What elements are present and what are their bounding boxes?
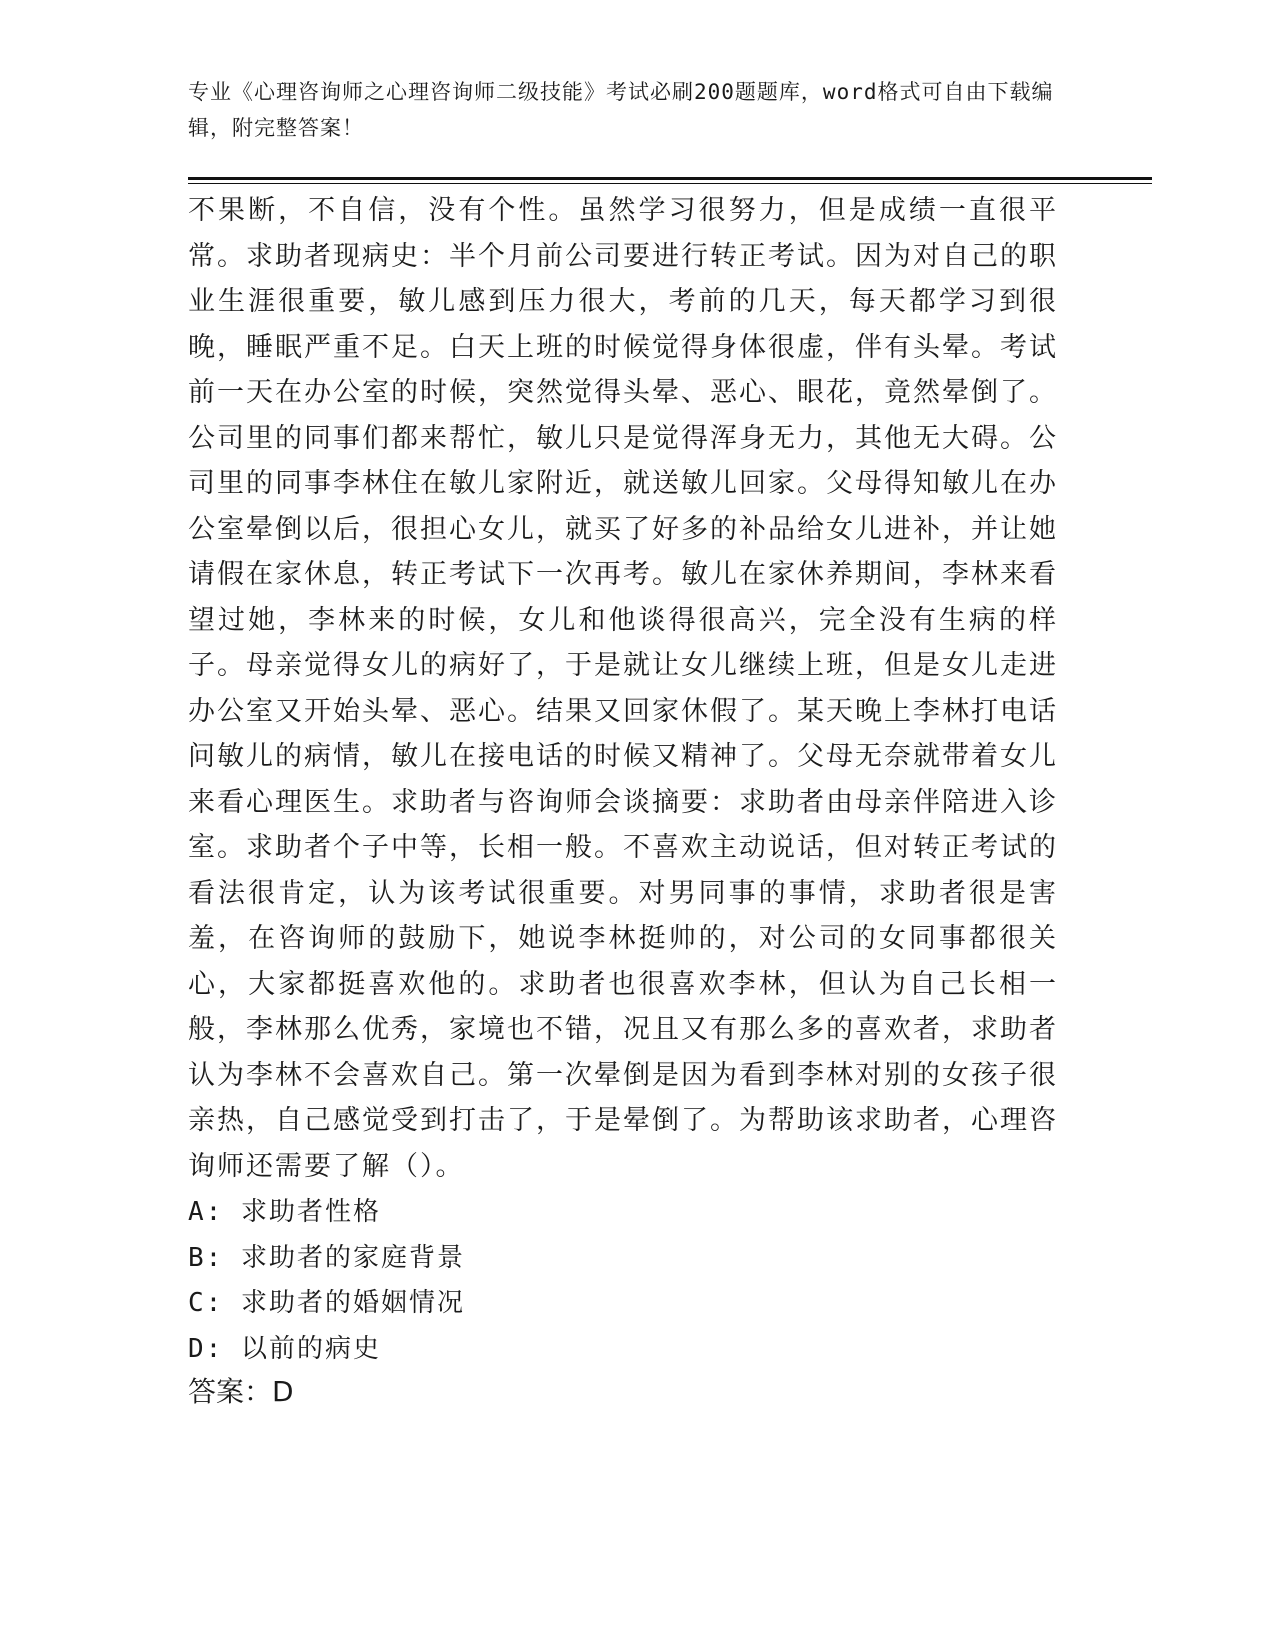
option-b: B: 求助者的家庭背景 [188,1242,465,1273]
question-text: 不果断，不自信，没有个性。虽然学习很努力，但是成绩一直很平常。求助者现病史：半个月前公司要进行转正考试。因为对自己的职业生涯很重要，敏儿感到压力很大，考前的几天，每天都学习到很晚，睡眠严重不足。白天上班的时候觉得身体很虚，伴有头晕。考试前一天在办公室的时候，突然觉得头晕、恶心、眼花，竟然晕倒了。公司里的同事们都来帮忙，敏儿只是觉得浑身无力，其他无大碍。公司里的同事李林住在敏儿家附近，就送敏儿回家。父母得知敏儿在办公室晕倒以后，很担心女儿，就买了好多的补品给女儿进补，并让她请假在家休息，转正考试下一次再考。敏儿在家休养期间，李林来看望过她，李林来的时候，女儿和他谈得很高兴，完全没有生病的样子。母亲觉得女儿的病好了，于是就让女儿继续上班，但是女儿走进办公室又开始头晕、恶心。结果又回家休假了。某天晚上李林打电话问敏儿的病情，敏儿在接电话的时候又精神了。父母无奈就带着女儿来看心理医生。求助者与咨询师会谈摘要：求助者由母亲伴陪进入诊室。求助者个子中等，长相一般。不喜欢主动说话，但对转正考试的看法很肯定，认为该考试很重要。对男同事的事情，求助者很是害羞，在咨询师的鼓励下，她说李林挺帅的，对公司的女同事都很关心，大家都挺喜欢他的。求助者也很喜欢李林，但认为自己长相一般，李林那么优秀，家境也不错，况且又有那么多的喜欢者，求助者认为李林不会喜欢自己。第一次晕倒是因为看到李林对别的女孩子很亲热，自己感觉受到打击了，于是晕倒了。为帮助该求助者，心理咨询师还需要了解（）。 [188,195,1058,1182]
header-title: 专业《心理咨询师之心理咨询师二级技能》考试必刷200题题库，word格式可自由下载编辑，附完整答案！ [188,80,1054,140]
options-list [188,1190,1058,1372]
header-divider-thin [188,183,1152,184]
option-a: A: 求助者性格 [188,1197,381,1227]
document-header [188,74,1088,146]
option-c: C: 求助者的婚姻情况 [188,1288,465,1318]
header-divider-thick [188,177,1152,180]
option-d: D: 以前的病史 [188,1333,381,1364]
answer-text: 答案：D [188,1375,294,1408]
